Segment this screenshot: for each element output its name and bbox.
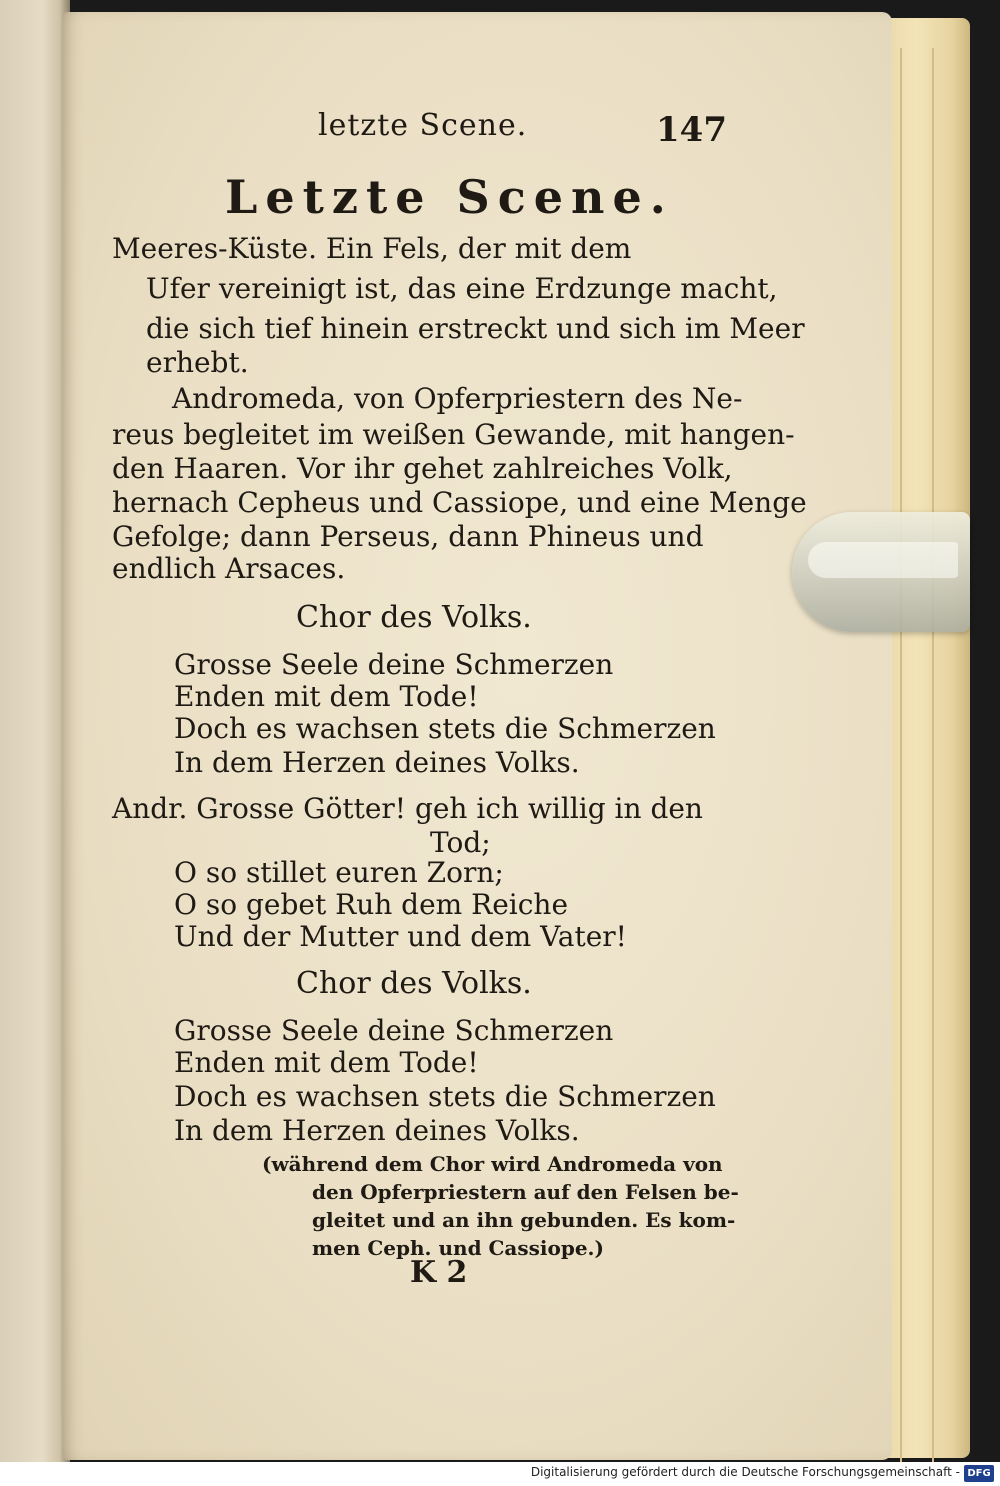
page-edge-line xyxy=(900,48,902,1468)
stage-direction-line: Andromeda, von Opferpriestern des Ne- xyxy=(172,382,743,415)
verse-line: Doch es wachsen stets die Schmerzen xyxy=(174,712,716,745)
chorus-heading: Chor des Volks. xyxy=(296,600,532,635)
verse-line: Doch es wachsen stets die Schmerzen xyxy=(174,1080,716,1113)
verse-line: In dem Herzen deines Volks. xyxy=(174,746,580,779)
stage-direction-line: den Haaren. Vor ihr gehet zahlreiches Volk, xyxy=(112,452,733,485)
chorus-heading: Chor des Volks. xyxy=(296,966,532,1001)
speech-line: Und der Mutter und dem Vater! xyxy=(174,920,627,953)
speech-line: Andr. Grosse Götter! geh ich willig in den xyxy=(112,792,703,825)
stage-note-line: men Ceph. und Cassiope.) xyxy=(312,1236,604,1260)
stage-direction-line: Meeres-Küste. Ein Fels, der mit dem xyxy=(112,232,632,265)
page-number: 147 xyxy=(656,110,727,150)
verse-line: Grosse Seele deine Schmerzen xyxy=(174,648,614,681)
verse-line: In dem Herzen deines Volks. xyxy=(174,1114,580,1147)
facing-page-edge xyxy=(0,0,70,1462)
funding-credit: Digitalisierung gefördert durch die Deutsche Forschungsgemeinschaft - xyxy=(530,1465,960,1479)
stage-note-line: den Opferpriestern auf den Felsen be- xyxy=(312,1180,739,1204)
page-edge-line xyxy=(932,48,934,1468)
speech-line: O so gebet Ruh dem Reiche xyxy=(174,888,569,921)
page-holder-clip xyxy=(792,512,970,632)
running-head: letzte Scene. xyxy=(318,108,528,143)
stage-direction-line: hernach Cepheus und Cassiope, und eine Menge xyxy=(112,486,807,519)
stage-direction-line: reus begleitet im weißen Gewande, mit hangen- xyxy=(112,418,795,451)
stage-direction-line: Ufer vereinigt ist, das eine Erdzunge macht, xyxy=(146,272,778,305)
speech-line: O so stillet euren Zorn; xyxy=(174,856,504,889)
stage-note-line: gleitet und an ihn gebunden. Es kom- xyxy=(312,1208,736,1232)
clip-highlight xyxy=(808,542,958,578)
footer-bar xyxy=(0,1462,1000,1486)
stage-note-line: (während dem Chor wird Andromeda von xyxy=(262,1152,723,1176)
verse-line: Grosse Seele deine Schmerzen xyxy=(174,1014,614,1047)
signature-mark: K 2 xyxy=(410,1255,468,1290)
stage-direction-line: endlich Arsaces. xyxy=(112,552,346,585)
page-stack-edge xyxy=(880,18,970,1458)
stage-direction-line: die sich tief hinein erstreckt und sich im Meer xyxy=(146,312,805,345)
stage-direction-line: erhebt. xyxy=(146,346,249,379)
dfg-logo: DFG xyxy=(964,1465,994,1482)
verse-line: Enden mit dem Tode! xyxy=(174,1046,479,1079)
verse-line: Enden mit dem Tode! xyxy=(174,680,479,713)
scene-title: Letzte Scene. xyxy=(225,170,674,224)
speech-line: Tod; xyxy=(430,826,491,859)
stage-direction-line: Gefolge; dann Perseus, dann Phineus und xyxy=(112,520,704,553)
